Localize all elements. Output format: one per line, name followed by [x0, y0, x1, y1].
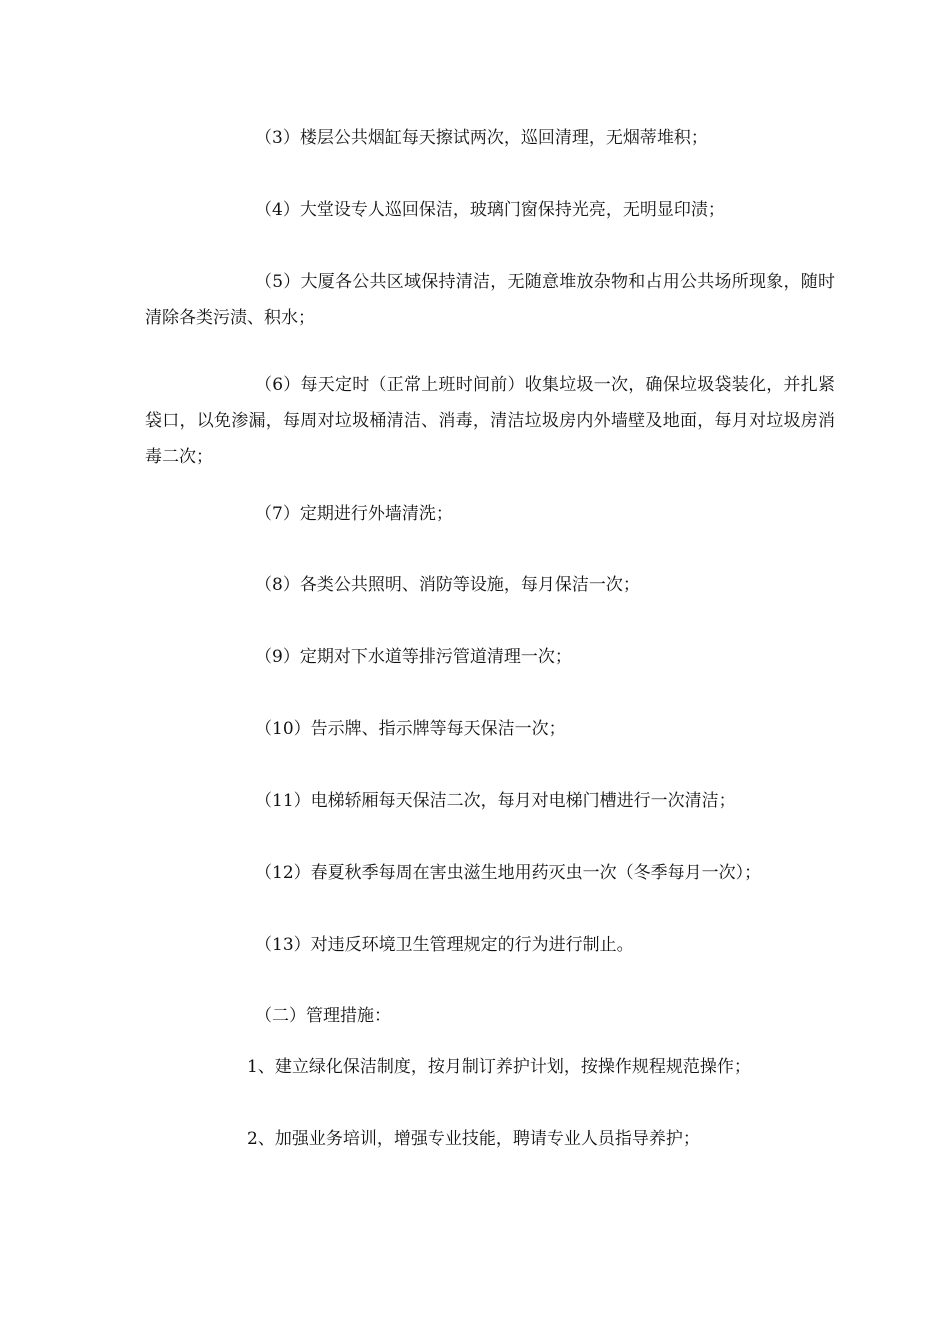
paragraph-item-8: （8）各类公共照明、消防等设施，每月保洁一次；: [255, 575, 640, 595]
paragraph-item-9: （9）定期对下水道等排污管道清理一次；: [255, 647, 572, 667]
paragraph-item-13: （13）对违反环境卫生管理规定的行为进行制止。: [255, 935, 634, 955]
paragraph-item-7: （7）定期进行外墙清洗；: [255, 504, 453, 524]
paragraph-item-5: （5）大厦各公共区域保持清洁，无随意堆放杂物和占用公共场所现象，随时清除各类污渍、积水；: [145, 272, 835, 328]
paragraph-item-4: （4）大堂设专人巡回保洁，玻璃门窗保持光亮，无明显印渍；: [255, 200, 725, 220]
paragraph-item-3: （3）楼层公共烟缸每天擦试两次，巡回清理，无烟蒂堆积；: [255, 128, 708, 148]
paragraph-item-12: （12）春夏秋季每周在害虫滋生地用药灭虫一次（冬季每月一次）；: [255, 863, 762, 883]
measure-item-1: 1、建立绿化保洁制度，按月制订养护计划，按操作规程规范操作；: [247, 1057, 751, 1077]
paragraph-item-10: （10）告示牌、指示牌等每天保洁一次；: [255, 719, 566, 739]
paragraph-item-11: （11）电梯轿厢每天保洁二次，每月对电梯门槽进行一次清洁；: [255, 791, 736, 811]
paragraph-item-6: （6）每天定时（正常上班时间前）收集垃圾一次，确保垃圾袋装化，并扎紧袋口，以免渗漏，每周对垃圾桶清洁、消毒，清洁垃圾房内外墙壁及地面，每月对垃圾房消毒二次；: [145, 375, 835, 467]
measure-item-2: 2、加强业务培训，增强专业技能，聘请专业人员指导养护；: [247, 1129, 700, 1149]
section-heading-management-measures: （二）管理措施：: [255, 1006, 391, 1026]
